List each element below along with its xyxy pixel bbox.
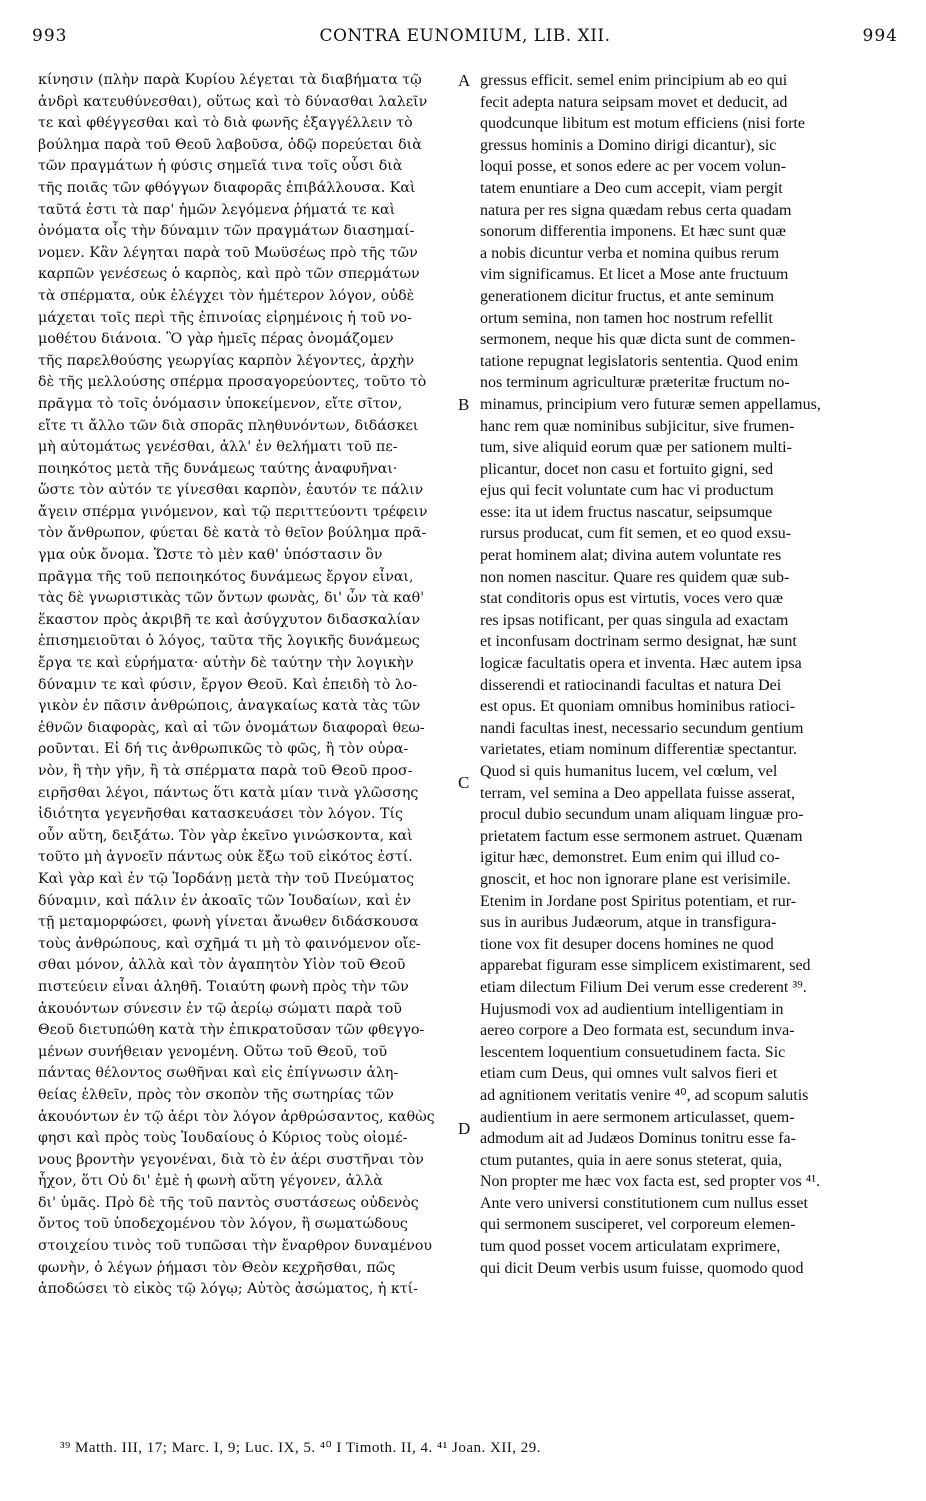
latin-text-line: disserendi et ratiocinandi facultas et natura Dei (480, 676, 782, 694)
greek-text-line: πιστεύειν εἶναι ἀληθῆ. Τοιαύτη φωνὴ πρὸς τὴν τῶν (38, 978, 409, 995)
greek-text-line: ροῦνται. Εἰ δή τις ἀνθρωπικῶς τὸ φῶς, ἢ τὸν οὐρα- (38, 741, 409, 758)
latin-text-line: generationem dicitur fructus, et ante seminum (480, 287, 775, 305)
greek-text-line: τὰς δὲ γνωριστικὰς τῶν ὄντων φωνὰς, δι' ὧν τὰ καθ' (38, 590, 425, 607)
latin-text-line: nandi facultas inest, necessario secundum gentium (480, 719, 804, 737)
latin-text-line: Non propter me hæc vox facta est, sed propter vos ⁴¹. (480, 1173, 821, 1191)
margin-marker-d: D (458, 1119, 471, 1138)
margin-marker-a: A (458, 71, 471, 90)
latin-text-line: igitur hæc, demonstret. Eum enim qui illud co- (480, 849, 780, 867)
latin-text-line: qui sermonem susciperet, vel corporeum elemen- (480, 1216, 796, 1234)
page-number-left: 993 (32, 26, 68, 46)
latin-text-line: Ante vero universi constitutionem cum nullus esset (480, 1194, 808, 1212)
latin-text-line: lescentem loquentium consuetudinem facta. Sic (480, 1043, 786, 1061)
greek-text-line: ἀκουόντων σύνεσιν ἐν τῷ ἀερίῳ σώματι παρὰ τοῦ (38, 1000, 402, 1017)
latin-text-line: aereo corpore a Deo formata est, secundum inva- (480, 1022, 795, 1040)
greek-text-line: φησι καὶ πρὸς τοὺς Ἰουδαίους ὁ Κύριος τοὺς οἰομέ- (38, 1130, 408, 1147)
latin-text-line: esse: ita ut idem fructus nascatur, seipsumque (480, 503, 773, 521)
latin-text-line: sus in auribus Judæorum, atque in transfigura- (480, 914, 777, 932)
greek-text-line: ὄντος τοῦ ὑποδεχομένου τὸν λόγον, ἢ σωματώδους (38, 1216, 408, 1233)
latin-text-line: et inconfusam doctrinam sermo designat, hæ sunt (480, 633, 797, 651)
latin-text-line: etiam dilectum Filium Dei verum esse crederent ³⁹. (480, 978, 807, 996)
greek-text-line: ἐθνῶν διαφορὰς, καὶ αἱ τῶν ὀνομάτων διαφοραὶ θεω- (38, 719, 425, 736)
latin-text-line: audientium in aere sermonem articulasset, quem- (480, 1108, 795, 1126)
latin-text-line: res ipsas notificant, per quas singula ad exactam (480, 611, 789, 629)
greek-text-line: πρᾶγμα τὸ τοῖς ὀνόμασιν ὑποκείμενον, εἴτε σῖτον, (38, 395, 403, 412)
margin-markers (458, 70, 476, 1470)
latin-text-line: gnoscit, et hoc non ignorare plane est verisimile. (480, 870, 791, 888)
greek-text-line: τὰ σπέρματα, οὐκ ἐλέγχει τὸν ἡμέτερον λόγον, οὐδὲ (38, 287, 415, 304)
greek-text-line: ὀνόματα οἷς τὴν δύναμιν τῶν πραγμάτων διασημαί- (38, 223, 415, 240)
greek-text-line: τῆς ποιᾶς τῶν φθόγγων διαφορᾶς ἐπιβάλλουσα. Καὶ (38, 179, 416, 196)
greek-text-line: τῶν πραγμάτων ἡ φύσις σημεῖά τινα τοῖς οὖσι διὰ (38, 158, 403, 175)
margin-marker-b: B (458, 395, 470, 414)
latin-text-line: perat hominem alat; divina autem voluntate res (480, 547, 782, 565)
greek-text-line: φωνὴν, ὁ λέγων ῥήμασι τὸν Θεὸν κεχρῆσθαι, πῶς (38, 1259, 396, 1276)
footnotes: ³⁹ Matth. III, 17; Marc. I, 9; Luc. IX, 5. ⁴⁰ I Timoth. II, 4. ⁴¹ Joan. XII, 29. (60, 1440, 542, 1456)
latin-text-line: minamus, principium vero futuræ semen appellamus, (480, 395, 821, 413)
latin-text-line: prietatem factum esse sermonem astruet. Quænam (480, 827, 803, 845)
greek-text-line: τὸν ἄνθρωπον, φύεται δὲ κατὰ τὸ θεῖον βούλημα πρᾶ- (38, 525, 427, 542)
greek-text-line: καρπῶν γενέσεως ὁ καρπὸς, καὶ πρὸ τῶν σπερμάτων (38, 266, 420, 283)
latin-text-line: non nomen nascitur. Quare res quidem quæ sub- (480, 568, 790, 586)
latin-text-line: gressus hominis a Domino dirigi dicantur), sic (480, 136, 777, 154)
greek-text-line: Καὶ γὰρ καὶ ἐν τῷ Ἰορδάνῃ μετὰ τὴν τοῦ Πνεύματος (38, 870, 415, 887)
greek-text-line: δύναμιν τε καὶ φύσιν, ἔργον Θεοῦ. Καὶ ἐπειδὴ τὸ λο- (38, 676, 418, 693)
greek-text-line: σθαι μόνον, ἀλλὰ καὶ τὸν ἀγαπητὸν Υἱὸν τοῦ Θεοῦ (38, 957, 406, 974)
greek-text-line: κίνησιν (πλὴν παρὰ Κυρίου λέγεται τὰ διαβήματα τῷ (38, 72, 422, 88)
greek-text-line: τῆς παρελθούσης γεωργίας καρπὸν λέγοντες, ἀρχὴν (38, 352, 415, 369)
greek-text-line: ἀποδώσει τὸ εἰκὸς τῷ λόγῳ; Αὐτὸς ἀσώματος, ἡ κτί- (38, 1281, 418, 1298)
greek-text-line: ἀκουόντων ἐν τῷ ἀέρι τὸν λόγον ἀρθρώσαντος, καθὼς (38, 1108, 435, 1125)
greek-text-line: θείας ἐλθεῖν, πρὸς τὸν σκοπὸν τῆς σωτηρίας τῶν (38, 1086, 394, 1103)
latin-text-line: plicantur, docet non casu et fortuito gigni, sed (480, 460, 774, 478)
latin-text-line: tione vox fit desuper docens homines ne quod (480, 935, 774, 953)
latin-text-line: vim significamus. Et licet a Mose ante fructuum (480, 266, 789, 284)
greek-text-line: τῇ μεταμορφώσει, φωνὴ γίνεται ἄνωθεν διδάσκουσα (38, 914, 419, 931)
page-number-right: 994 (862, 26, 898, 46)
latin-text-line: fecit adepta natura seipsam movet et deducit, ad (480, 93, 788, 111)
greek-text-line: ταῦτά ἐστι τὰ παρ' ἡμῶν λεγόμενα ῥήματά τε καὶ (38, 201, 396, 218)
greek-text-line: πάντας θέλοντος σωθῆναι καὶ εἰς ἐπίγνωσιν ἀλη- (38, 1065, 399, 1082)
greek-text-line: ἐπισημειοῦται ὁ λόγος, ταῦτα τῆς λογικῆς δυνάμεως (38, 633, 420, 650)
latin-text-line: ortum semina, non tamen hoc nostrum refellit (480, 309, 773, 327)
latin-text-line: Hujusmodi vox ad audientium intelligentiam in (480, 1000, 784, 1018)
greek-text-line: ειρῆσθαι λέγοι, πάντως ὅτι κατὰ μίαν τινὰ γλῶσσης (38, 784, 419, 801)
latin-text-line: quodcunque libitum est motum efficiens (nisi forte (480, 115, 805, 133)
greek-text-line: γικὸν ἐν πᾶσιν ἀνθρώποις, ἀναγκαίως κατὰ τὰς τῶν (38, 698, 421, 715)
greek-text-line: δὲ τῆς μελλούσης σπέρμα προσαγορεύοντες, τοῦτο τὸ (38, 374, 427, 391)
greek-text-line: τοὺς ἀνθρώπους, καὶ σχῆμά τι μὴ τὸ φαινόμενον οἴε- (38, 935, 421, 952)
greek-text-line: ἀνδρὶ κατευθύνεσθαι), οὕτως καὶ τὸ δύνασθαι λαλεῖν (38, 93, 428, 110)
latin-text-line: hanc rem quæ nominibus subjicitur, sive frumen- (480, 417, 795, 435)
greek-text-line: ἦχον, ὅτι Οὐ δι' ἐμὲ ἡ φωνὴ αὕτη γέγονεν, ἀλλὰ (38, 1173, 383, 1190)
greek-text-line: δι' ὑμᾶς. Πρὸ δὲ τῆς τοῦ παντὸς συστάσεως οὐδενὸς (38, 1194, 419, 1211)
greek-text-line: βούλημα παρὰ τοῦ Θεοῦ λαβοῦσα, ὁδῷ πορεύεται διὰ (38, 136, 422, 153)
greek-text-line: πρᾶγμα τῆς τοῦ πεποιηκότος δυνάμεως ἔργον εἶναι, (38, 568, 414, 585)
latin-text-line: Quod si quis humanitus lucem, vel cœlum, vel (480, 763, 778, 780)
margin-marker-c: C (458, 773, 470, 792)
latin-text-line: tatione repugnat legislatoris sententia. Quod enim (480, 352, 799, 370)
latin-text-line: varietates, etiam nominum differentiæ spectantur. (480, 741, 797, 759)
latin-text-line: sonorum differentia imponens. Et hæc sunt quæ (480, 223, 786, 241)
latin-text-line: tum, sive aliquid eorum quæ per sationem multi- (480, 439, 792, 457)
greek-text-line: γμα οὐκ ὄνομα. Ὥστε τὸ μὲν καθ' ὑπόστασιν ὂν (38, 547, 383, 564)
latin-text-line: Etenim in Jordane post Spiritus potentiam, et rur- (480, 892, 797, 910)
page-header (32, 26, 898, 50)
latin-text-line: loqui posse, et sonos edere ac per vocem volun- (480, 158, 787, 176)
latin-text-column (480, 70, 898, 1279)
greek-text-line: ὥστε τὸν αὐτόν τε γίνεσθαι καρπὸν, ἑαυτόν τε πάλιν (38, 482, 424, 499)
latin-text-line: stat conditoris opus est virtutis, voces vero quæ (480, 590, 784, 608)
latin-text-line: sermonem, neque his quæ dicta sunt de commen- (480, 331, 796, 349)
greek-text-line: μένων συνήθειαν γενομένη. Οὕτω τοῦ Θεοῦ, τοῦ (38, 1043, 388, 1060)
latin-text-line: terram, vel semina a Deo appellata fuisse asserat, (480, 784, 795, 802)
greek-text-line: νομεν. Κἂν λέγηται παρὰ τοῦ Μωϋσέως πρὸ τῆς τῶν (38, 244, 418, 261)
greek-text-line: μοθέτου διάνοια. Ὃ γὰρ ἡμεῖς πέρας ὀνομάζομεν (38, 331, 394, 348)
greek-text-line: δύναμιν, καὶ πάλιν ἐν ἀκοαῖς τῶν Ἰουδαίων, καὶ ἐν (38, 892, 412, 909)
latin-text-line: ejus qui fecit voluntate cum hac vi productum (480, 482, 774, 500)
latin-text-line: rursus producat, cum fit semen, et eo quod exsu- (480, 525, 792, 543)
latin-text-line: nos terminum agriculturæ præteritæ fructum no- (480, 374, 790, 392)
latin-text-line: ctum putantes, quia in aere sonus steterat, quia, (480, 1151, 783, 1169)
latin-text-line: logicæ facultatis opera et inventa. Hæc autem ipsa (480, 655, 802, 673)
greek-text-line: οὖν αὕτη, δειξάτω. Τὸν γὰρ ἐκεῖνο γινώσκοντα, καὶ (38, 827, 413, 844)
greek-text-line: ἕκαστον πρὸς ἀκριβῆ τε καὶ ἀσύγχυτον διδασκαλίαν (38, 611, 420, 628)
latin-text-line: natura per res signa quædam rebus certa quadam (480, 201, 792, 219)
latin-text-line: a nobis dicuntur verba et nomina quibus rerum (480, 244, 780, 262)
greek-text-line: Θεοῦ διετυπώθη κατὰ τὴν ἐπικρατοῦσαν τῶν φθεγγο- (38, 1022, 425, 1039)
greek-text-line: μάχεται τοῖς περὶ τῆς ἐπινοίας εἰρημένοις ἡ τοῦ νο- (38, 309, 412, 326)
latin-text-line: qui dicit Deum verbis usum fuisse, quomodo quod (480, 1259, 804, 1277)
latin-text-line: procul dubio secundum unam aliquam linguæ pro- (480, 806, 804, 824)
greek-text-line: εἴτε τι ἄλλο τῶν διὰ σπορᾶς πληθυνόντων, διδάσκει (38, 417, 419, 434)
greek-text-line: ἰδιότητα γεγενῆσθαι κατασκευάσει τὸν λόγον. Τίς (38, 806, 403, 823)
greek-text-line: νους βροντὴν γεγονέναι, διὰ τὸ ἐν ἀέρι συστῆναι τὸν (38, 1151, 424, 1168)
latin-text-line: ad agnitionem veritatis venire ⁴⁰, ad scopum salutis (480, 1086, 809, 1104)
latin-text-line: tatem enuntiare a Deo cum accepit, viam pergit (480, 179, 783, 197)
greek-text-line: ἄγειν σπέρμα γινόμενον, καὶ τῷ περιττεύοντι τρέφειν (38, 503, 428, 520)
latin-text-line: admodum ait ad Judæos Dominus tonitru esse fa- (480, 1130, 796, 1148)
greek-text-line: τε καὶ φθέγγεσθαι καὶ τὸ διὰ φωνῆς ἐξαγγέλλειν τὸ (38, 115, 413, 132)
greek-text-line: μὴ αὐτομάτως γενέσθαι, ἀλλ' ἐν θελήματι τοῦ πε- (38, 439, 398, 456)
greek-text-line: ποιηκότος μετὰ τῆς δυνάμεως ταύτης ἀναφυῆναι· (38, 460, 398, 477)
latin-text-line: apparebat figuram esse simplicem existimarent, sed (480, 957, 811, 975)
latin-text-line: est opus. Et quoniam omnibus hominibus ratioci- (480, 698, 796, 716)
greek-text-line: στοιχείου τινὸς τοῦ τυπῶσαι τὴν ἔναρθρον δυναμένου (38, 1238, 433, 1255)
latin-text-line: tum quod posset vocem articulatam exprimere, (480, 1238, 781, 1256)
greek-text-line: νὸν, ἢ τὴν γῆν, ἢ τὰ σπέρματα παρὰ τοῦ Θεοῦ προσ- (38, 763, 413, 779)
latin-text-line: etiam cum Deus, qui omnes vult salvos fieri et (480, 1065, 778, 1083)
latin-text-line: gressus efficit. semel enim principium ab eo qui (480, 72, 788, 89)
running-title: CONTRA EUNOMIUM, LIB. XII. (319, 26, 611, 46)
greek-text-column (38, 70, 460, 1301)
greek-text-line: ἔργα τε καὶ εὑρήματα· αὐτὴν δὲ ταύτην τὴν λογικὴν (38, 655, 414, 672)
greek-text-line: τοῦτο μὴ ἀγνοεῖν πάντως οὐκ ἔξω τοῦ εἰκότος ἐστί. (38, 849, 413, 866)
